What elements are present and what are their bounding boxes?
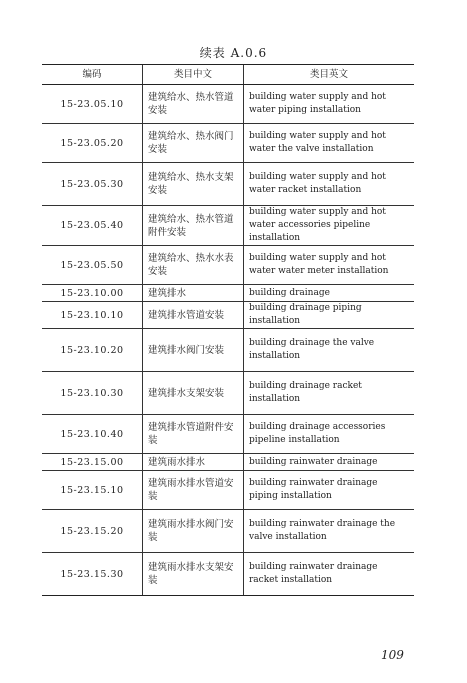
table-row	[42, 510, 414, 553]
cell-english: building drainage	[244, 285, 415, 302]
cell-chinese: 建筑雨水排水管道安装	[143, 471, 244, 510]
cell-chinese: 建筑排水管道安装	[143, 302, 244, 329]
table-row	[42, 124, 414, 163]
table-row	[42, 415, 414, 454]
table-row	[42, 163, 414, 206]
table-row	[42, 206, 414, 246]
cell-code: 15-23.05.20	[42, 124, 143, 163]
cell-chinese: 建筑给水、热水阀门安装	[143, 124, 244, 163]
cell-english: building drainage racket installation	[244, 372, 415, 415]
cell-chinese: 建筑给水、热水管道安装	[143, 85, 244, 124]
table-row	[42, 454, 414, 471]
cell-english: building water supply and hot water the valve installation	[244, 124, 415, 163]
cell-english: building water supply and hot water accessories pipeline installation	[244, 206, 415, 246]
cell-code: 15-23.10.00	[42, 285, 143, 302]
cell-code: 15-23.10.40	[42, 415, 143, 454]
table-row	[42, 285, 414, 302]
cell-code: 15-23.05.40	[42, 206, 143, 246]
table-row	[42, 329, 414, 372]
cell-english: building drainage accessories pipeline installation	[244, 415, 415, 454]
table-title: 续表 A.0.6	[199, 46, 268, 60]
cell-chinese: 建筑雨水排水	[143, 454, 244, 471]
cell-code: 15-23.05.50	[42, 246, 143, 285]
table-row	[42, 471, 414, 510]
cell-code: 15-23.05.10	[42, 85, 143, 124]
cell-code: 15-23.05.30	[42, 163, 143, 206]
table-row	[42, 246, 414, 285]
cell-chinese: 建筑排水管道附件安装	[143, 415, 244, 454]
category-table	[42, 64, 414, 596]
cell-english: building drainage piping installation	[244, 302, 415, 329]
cell-code: 15-23.10.30	[42, 372, 143, 415]
cell-english: building rainwater drainage piping installation	[244, 471, 415, 510]
page-number: 109	[381, 648, 404, 662]
cell-english: building water supply and hot water piping installation	[244, 85, 415, 124]
cell-code: 15-23.15.30	[42, 553, 143, 596]
header-english: 类目英文	[244, 65, 415, 85]
cell-english: building water supply and hot water water meter installation	[244, 246, 415, 285]
table-row	[42, 372, 414, 415]
cell-chinese: 建筑排水支架安装	[143, 372, 244, 415]
cell-code: 15-23.10.10	[42, 302, 143, 329]
cell-chinese: 建筑排水	[143, 285, 244, 302]
cell-english: building rainwater drainage the valve installation	[244, 510, 415, 553]
cell-english: building drainage the valve installation	[244, 329, 415, 372]
cell-chinese: 建筑给水、热水支架安装	[143, 163, 244, 206]
cell-chinese: 建筑给水、热水管道附件安装	[143, 206, 244, 246]
cell-english: building rainwater drainage	[244, 454, 415, 471]
header-code: 编码	[42, 65, 143, 85]
cell-code: 15-23.15.20	[42, 510, 143, 553]
table-row	[42, 553, 414, 596]
cell-english: building water supply and hot water racket installation	[244, 163, 415, 206]
table-header-row	[42, 65, 414, 85]
table-row	[42, 302, 414, 329]
cell-chinese: 建筑排水阀门安装	[143, 329, 244, 372]
cell-chinese: 建筑雨水排水支架安装	[143, 553, 244, 596]
cell-code: 15-23.10.20	[42, 329, 143, 372]
cell-code: 15-23.15.00	[42, 454, 143, 471]
cell-chinese: 建筑雨水排水阀门安装	[143, 510, 244, 553]
cell-chinese: 建筑给水、热水水表安装	[143, 246, 244, 285]
table-body	[42, 85, 414, 596]
cell-code: 15-23.15.10	[42, 471, 143, 510]
header-chinese: 类目中文	[143, 65, 244, 85]
cell-english: building rainwater drainage racket installation	[244, 553, 415, 596]
table-row	[42, 85, 414, 124]
